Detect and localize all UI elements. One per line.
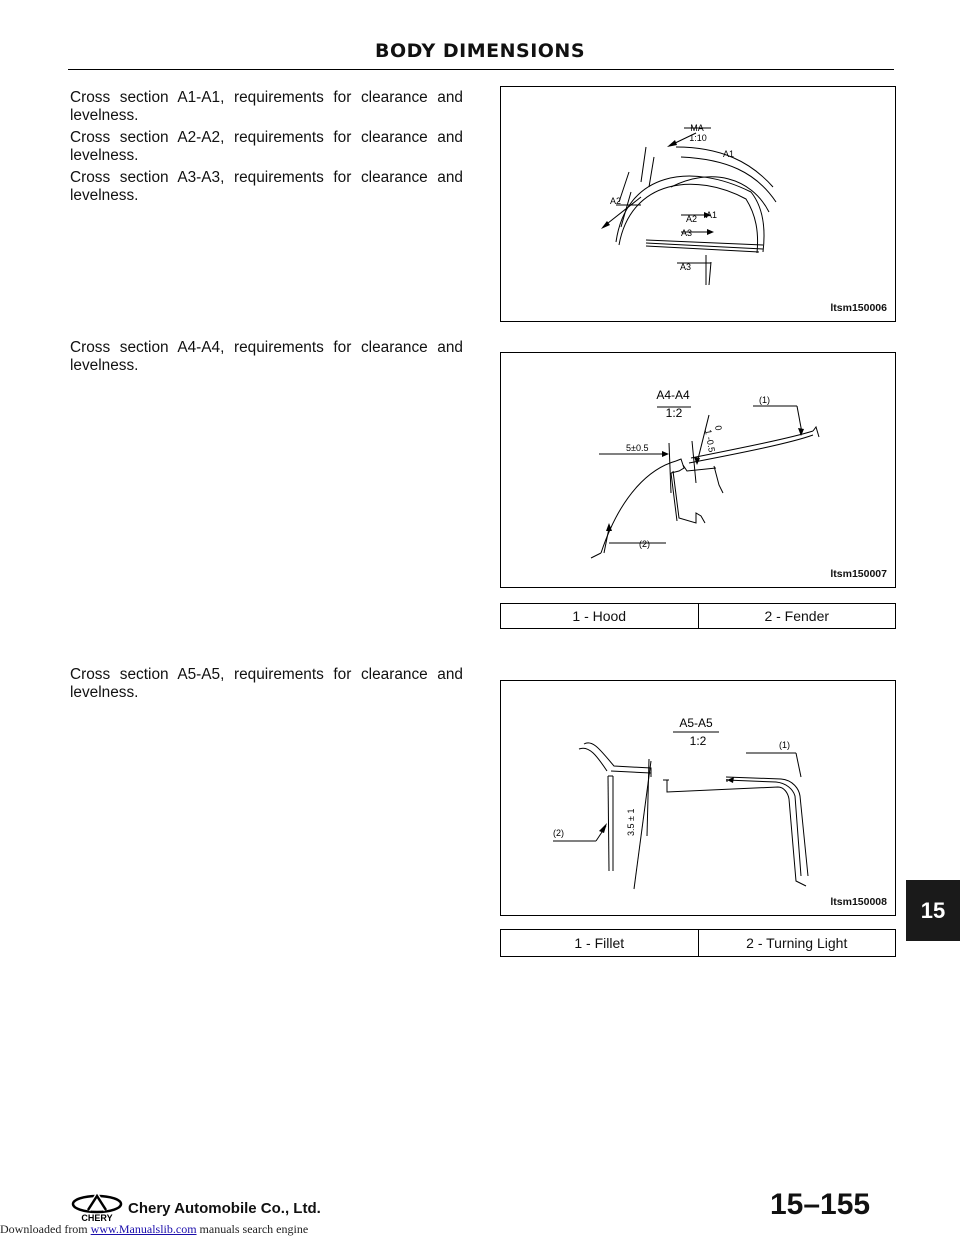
footer-company: Chery Automobile Co., Ltd.	[128, 1200, 321, 1217]
fig3-scale-label: 1:2	[689, 734, 707, 748]
figure-ltsm150008-drawing	[501, 681, 895, 915]
fig1-view-label: MA	[690, 123, 704, 133]
legend-item-fillet: 1 - Fillet	[501, 930, 699, 957]
page-number: 15–155	[770, 1188, 871, 1221]
paragraph-a2: Cross section A2-A2, requirements for clearance and levelness.	[70, 129, 463, 164]
fig3-callout-1: (1)	[779, 740, 790, 750]
fig2-scale-label: 1:2	[665, 406, 683, 420]
fig1-a1-inner-label: A1	[706, 210, 718, 220]
fig1-a2-left-label: A2	[610, 196, 622, 206]
figure-ltsm150006	[500, 86, 896, 322]
figure-id: ltsm150008	[830, 896, 887, 908]
chapter-tab: 15	[906, 880, 960, 941]
svg-text:CHERY: CHERY	[81, 1213, 113, 1223]
fig2-callout-2: (2)	[639, 539, 650, 549]
legend-item-hood: 1 - Hood	[501, 604, 699, 629]
download-prefix: Downloaded from	[0, 1222, 91, 1236]
figure-id: ltsm150007	[830, 568, 887, 580]
fig1-a2-inner-label: A2	[686, 214, 698, 224]
fig1-scale-label: 1:10	[689, 133, 707, 143]
fig1-a3-bottom-label: A3	[680, 262, 692, 272]
download-suffix: manuals search engine	[196, 1222, 309, 1236]
paragraph-a3: Cross section A3-A3, requirements for clearance and levelness.	[70, 169, 463, 204]
paragraph-a1: Cross section A1-A1, requirements for clearance and levelness.	[70, 89, 463, 124]
fig3-callout-2: (2)	[553, 828, 564, 838]
page-header-title: BODY DIMENSIONS	[374, 40, 585, 62]
fig2-callout-1: (1)	[759, 395, 770, 405]
fig2-gap-dimension: 5±0.5	[626, 443, 649, 453]
fig3-section-label: A5-A5	[679, 716, 713, 730]
legend-table-a4	[500, 603, 896, 629]
fig2-flush-dimension-top: 0	[713, 424, 724, 432]
fig3-gap-dimension: 3.5 ± 1	[626, 808, 636, 836]
figure-ltsm150007-drawing	[501, 353, 895, 587]
fig2-section-label: A4-A4	[656, 388, 690, 402]
header-rule	[68, 69, 894, 70]
figure-id: ltsm150006	[830, 302, 887, 314]
fig1-a3-inner-label: A3	[681, 228, 693, 238]
paragraph-a4: Cross section A4-A4, requirements for clearance and levelness.	[70, 339, 463, 374]
fig1-a1-top-label: A1	[723, 149, 735, 159]
legend-table-a5	[500, 929, 896, 957]
manualslib-link[interactable]: www.Manualslib.com	[90, 1222, 197, 1236]
figure-ltsm150006-drawing	[501, 87, 895, 321]
legend-item-fender: 2 - Fender	[698, 604, 896, 629]
figure-ltsm150008	[500, 680, 896, 916]
figure-ltsm150007	[500, 352, 896, 588]
download-notice	[0, 1222, 308, 1237]
fig2-flush-dimension: 1 -0.5	[703, 428, 717, 454]
paragraph-a5: Cross section A5-A5, requirements for clearance and levelness.	[70, 666, 463, 701]
legend-item-turning-light: 2 - Turning Light	[698, 930, 896, 957]
